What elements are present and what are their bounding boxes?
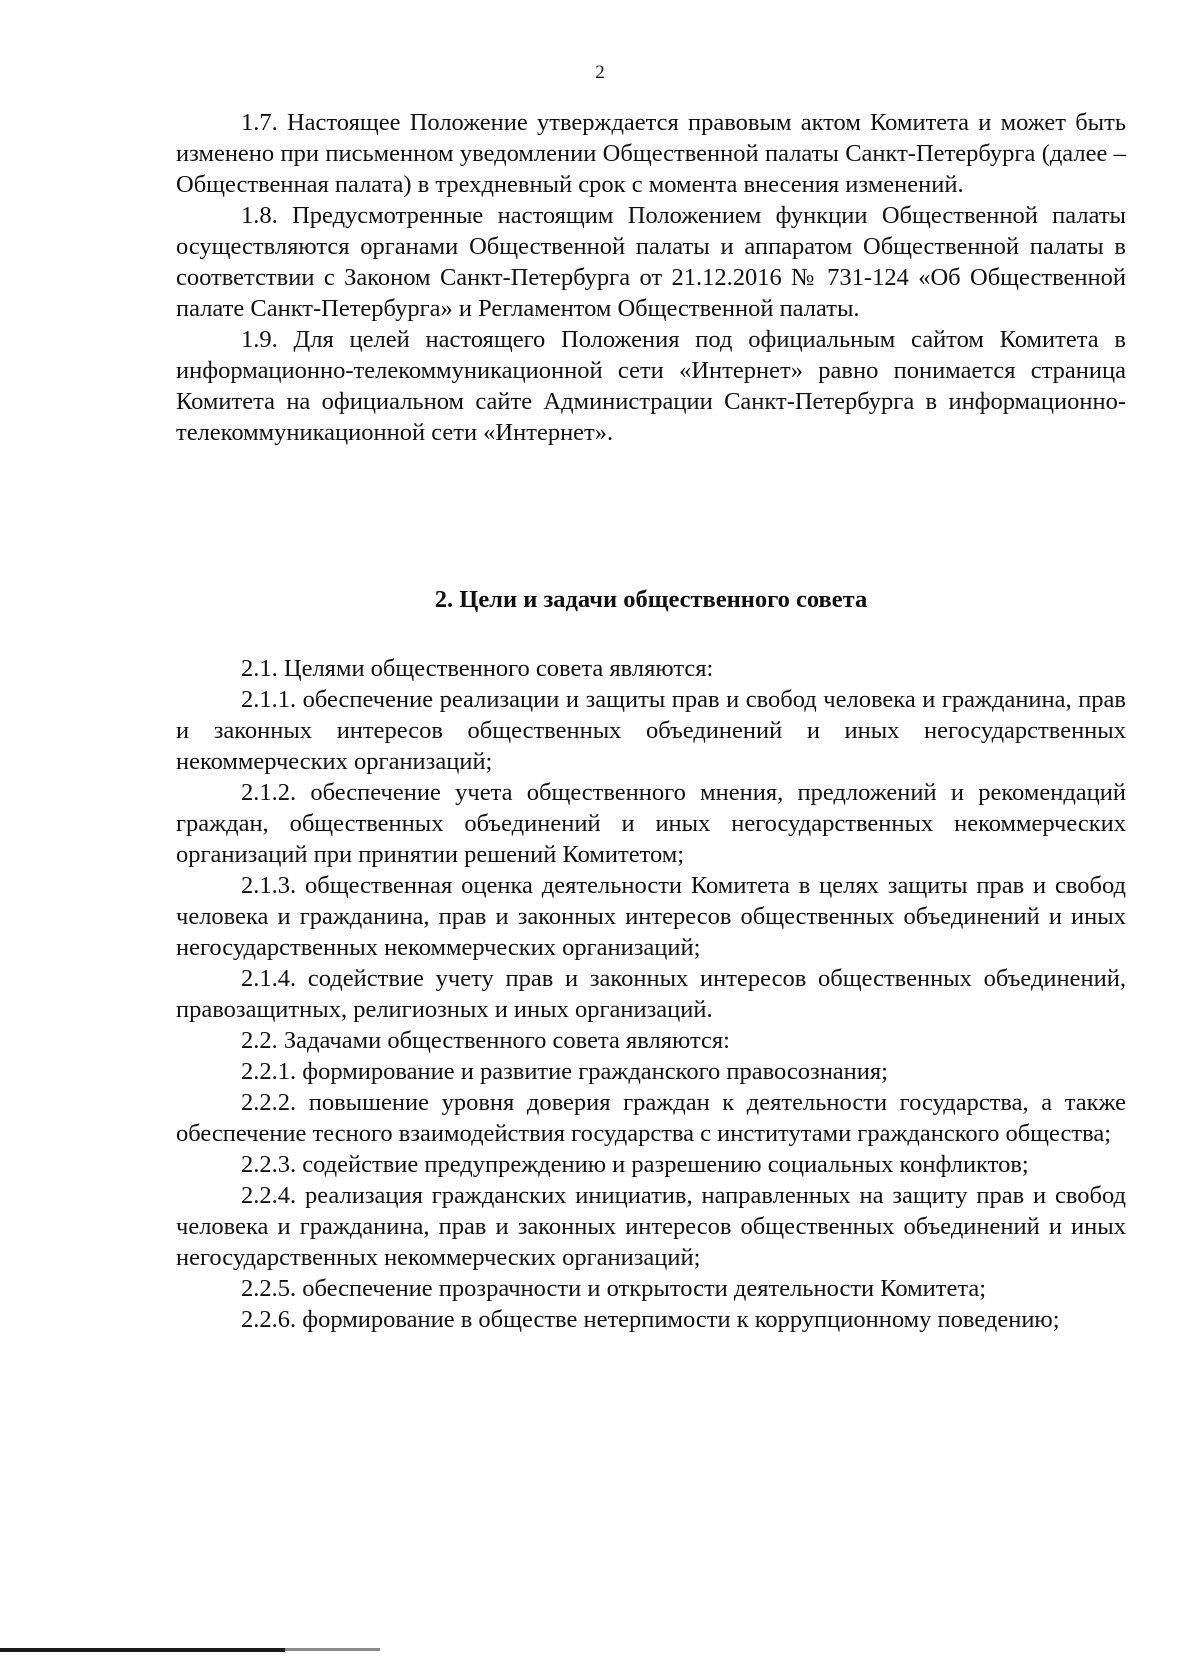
paragraph-1-8: 1.8. Предусмотренные настоящим Положением функции Общественной палаты осуществляются органами Общественной палаты и аппаратом Общественной палаты в соответствии с Законом Санкт-Петербурга от 21.12.2016 № 731-124 «Об Общественной палате Санкт-Петербурга» и Регламентом Общественной палаты.: [176, 202, 1126, 322]
paragraph-2-1-2: 2.1.2. обеспечение учета общественного мнения, предложений и рекомендаций граждан, общественных объединений и иных негосударственных некоммерческих организаций при принятии решений Комитетом;: [176, 779, 1126, 868]
bottom-scan-rule-tail: [285, 1648, 380, 1651]
section-2-heading: 2. Цели и задачи общественного совета: [434, 586, 868, 613]
paragraph-2-2-1: 2.2.1. формирование и развитие гражданского правосознания;: [241, 1058, 888, 1085]
paragraph-1-9: 1.9. Для целей настоящего Положения под официальным сайтом Комитета в информационно-телекоммуникационной сети «Интернет» равно понимается страница Комитета на официальном сайте Администрации Санкт-Петербурга в информационно-телекоммуникационной сети «Интернет».: [176, 326, 1126, 446]
paragraph-2-2: 2.2. Задачами общественного совета являются:: [241, 1027, 730, 1054]
bottom-scan-rule: [0, 1648, 285, 1652]
section-1-continuation: [176, 107, 1126, 448]
paragraph-2-1-4: 2.1.4. содействие учету прав и законных интересов общественных объединений, правозащитных, религиозных и иных организаций.: [176, 965, 1126, 1023]
paragraph-2-1-1: 2.1.1. обеспечение реализации и защиты прав и свобод человека и гражданина, прав и законных интересов общественных объединений и иных негосударственных некоммерческих организаций;: [176, 686, 1126, 775]
paragraph-2-2-5: 2.2.5. обеспечение прозрачности и открытости деятельности Комитета;: [241, 1275, 987, 1302]
page-number: 2: [595, 62, 605, 83]
paragraph-2-1: 2.1. Целями общественного совета являются:: [241, 655, 714, 682]
paragraph-2-2-2: 2.2.2. повышение уровня доверия граждан к деятельности государства, а также обеспечение тесного взаимодействия государства с институтами гражданского общества;: [176, 1089, 1126, 1147]
paragraph-2-1-3: 2.1.3. общественная оценка деятельности Комитета в целях защиты прав и свобод человека и гражданина, прав и законных интересов общественных объединений и иных негосударственных некоммерческих организаций;: [176, 872, 1126, 961]
section-2-body: [176, 653, 1126, 1335]
paragraph-2-2-6: 2.2.6. формирование в обществе нетерпимости к коррупционному поведению;: [241, 1306, 1060, 1333]
paragraph-2-2-3: 2.2.3. содействие предупреждению и разрешению социальных конфликтов;: [241, 1151, 1029, 1178]
paragraph-1-7: 1.7. Настоящее Положение утверждается правовым актом Комитета и может быть изменено при письменном уведомлении Общественной палаты Санкт-Петербурга (далее – Общественная палата) в трехдневный срок с момента внесения изменений.: [176, 109, 1126, 198]
paragraph-2-2-4: 2.2.4. реализация гражданских инициатив, направленных на защиту прав и свобод человека и гражданина, прав и законных интересов общественных объединений и иных негосударственных некоммерческих организаций;: [176, 1182, 1126, 1271]
